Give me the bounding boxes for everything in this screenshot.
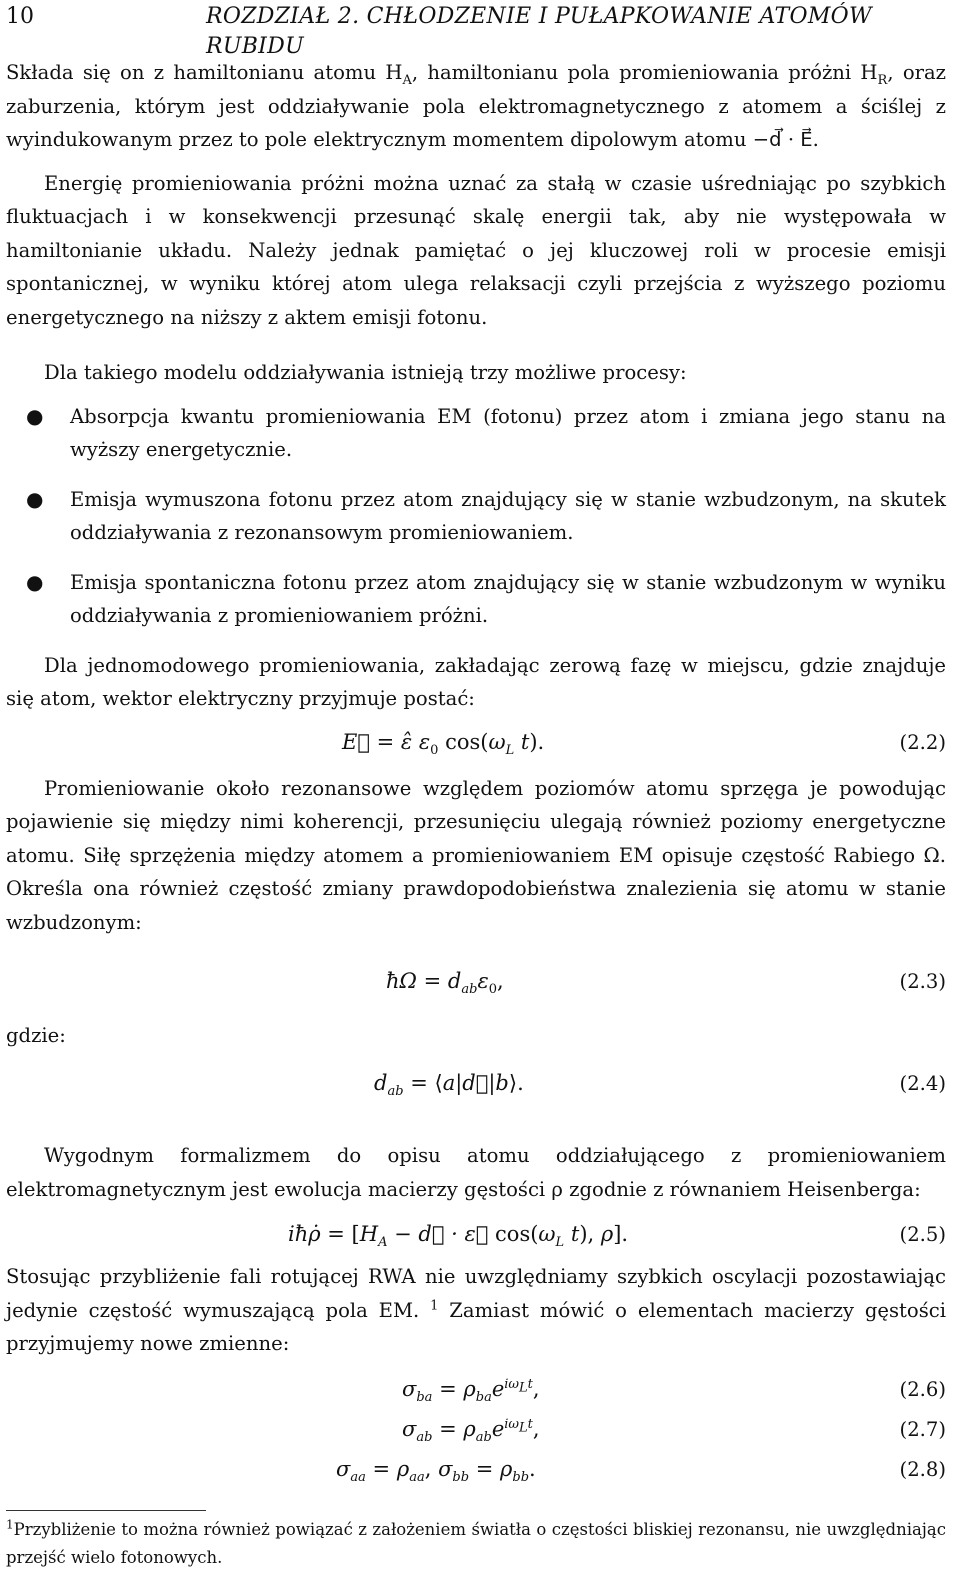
footnote-text: Przybliżenie to można również powiązać z założeniem światła o częstości bliskiej rezonansu, nie uwzględniając przejść wielo fotonowych. [6,1520,946,1567]
gdzie-label: gdzie: [6,1024,66,1047]
equation-expression: E⃗ = ε̂ $\varepsilon_0$ $\cos(\omega_L$ t). [342,729,545,758]
paragraph-processes-intro: Dla takiego modelu oddziaływania istnieją trzy możliwe procesy: [44,361,687,384]
equation-2-6 [6,1373,946,1413]
bullet-icon: ● [26,569,44,594]
equation-2-7 [6,1413,946,1453]
running-title: ROZDZIAŁ 2. CHŁODZENIE I PUŁAPKOWANIE ATOMÓW RUBIDU [206,4,872,59]
equation-2-3 [6,965,946,1005]
main-text [6,56,946,1493]
equation-number: (2.2) [899,730,946,754]
equation-number: (2.6) [899,1377,946,1401]
bullet-icon: ● [26,486,44,511]
list-item: ● Emisja wymuszona fotonu przez atom znajdujący się w stanie wzbudzonym, na skutek oddziaływania z rezonansowym promieniowaniem. [6,483,946,550]
equation-expression: $\sigma_{ab} = \rho_{ab}e^{i\omega_Lt}$, [402,1416,540,1445]
footnote-divider [6,1510,206,1511]
equation-expression: ħΩ = $d_{ab}\varepsilon_0$, [386,969,504,998]
list-item: ● Absorpcja kwantu promieniowania EM (fotonu) przez atom i zmiana jego stanu na wyższy energetycznie. [6,400,946,467]
footnote-ref[interactable]: 1 [430,1297,439,1313]
equation-2-5 [6,1214,946,1260]
list-item: ● Emisja spontaniczna fotonu przez atom znajdujący się w stanie wzbudzonym w wyniku oddziaływania z promieniowaniem próżni. [6,566,946,633]
equation-expression: $d_{ab}$ = ⟨a|d⃗|b⟩. [374,1071,524,1100]
process-list [6,400,946,633]
paragraph-hamiltonian: Składa się on z hamiltonianu atomu $H_A$, hamiltonianu pola promieniowania próżni $H_R$, oraz zaburzenia, którym jest oddziaływanie pola elektromagnetycznego z atomem a ściślej z wyindukowanym przez to pole elektrycznym momentem dipolowym atomu −d⃗ · E⃗. [6,61,947,151]
equation-expression: $\sigma_{ba} = \rho_{ba}e^{i\omega_Lt}$, [402,1376,540,1405]
equation-2-4 [6,1067,946,1107]
page-number: 10 [6,4,34,29]
paragraph-vacuum-energy: Energię promieniowania próżni można uznać za stałą w czasie uśredniając po szybkich fluktuacjach i w konsekwencji przesunąć skalę energii tak, aby nie występowała w hamiltonianie układu. Należy jednak pamiętać o jej kluczowej roli w procesie emisji spontanicznej, w wyniku której atom ulega relaksacji czyli przejścia z wyższego poziomu energetycznego na niższy z aktem emisji fotonu. [6,171,946,329]
equation-expression: iħρ̇ = [$H_A$ − d⃗ · ε⃗ $\cos(\omega_L$ t), ρ]. [288,1222,629,1251]
equation-group-rabi [6,939,946,1129]
equation-number: (2.8) [899,1457,946,1481]
footnote-mark: 1 [6,1517,14,1532]
paragraph-density-matrix: Wygodnym formalizmem do opisu atomu oddziałującego z promieniowaniem elektromagnetycznym jest ewolucja macierzy gęstości ρ zgodnie z równaniem Heisenberga: [6,1144,946,1201]
paragraph-rwa: Stosując przybliżenie fali rotującej RWA nie uwzględniamy szybkich oscylacji pozostawiając jedynie częstość wymuszającą pola EM. $^1$ Zamiast mówić o elementach macierzy gęstości przyjmujemy nowe zmienne: [6,1265,946,1355]
equation-number: (2.3) [899,970,946,993]
paragraph-rabi: Promieniowanie około rezonansowe względem poziomów atomu sprzęga je powodując pojawienie się między nimi koherencji, przesunięciu ulegają również poziomy energetyczne atomu. Siłę sprzężenia między atomem a promieniowaniem EM opisuje częstość Rabiego Ω. Określa ona również częstość zmiany prawdopodobieństwa znalezienia się atomu w stanie wzbudzonym: [6,776,946,934]
equation-number: (2.7) [899,1417,946,1441]
equation-2-8 [6,1453,946,1493]
footnote [6,1516,946,1572]
equation-2-2 [6,722,946,766]
equation-number: (2.4) [899,1072,946,1095]
equation-expression: $\sigma_{aa} = \rho_{aa}$, $\sigma_{bb} = \rho_{bb}$. [336,1456,536,1485]
paragraph-single-mode: Dla jednomodowego promieniowania, zakładając zerową fazę w miejscu, gdzie znajduje się atom, wektor elektryczny przyjmuje postać: [6,653,946,710]
bullet-icon: ● [26,403,44,428]
equation-number: (2.5) [899,1223,946,1246]
